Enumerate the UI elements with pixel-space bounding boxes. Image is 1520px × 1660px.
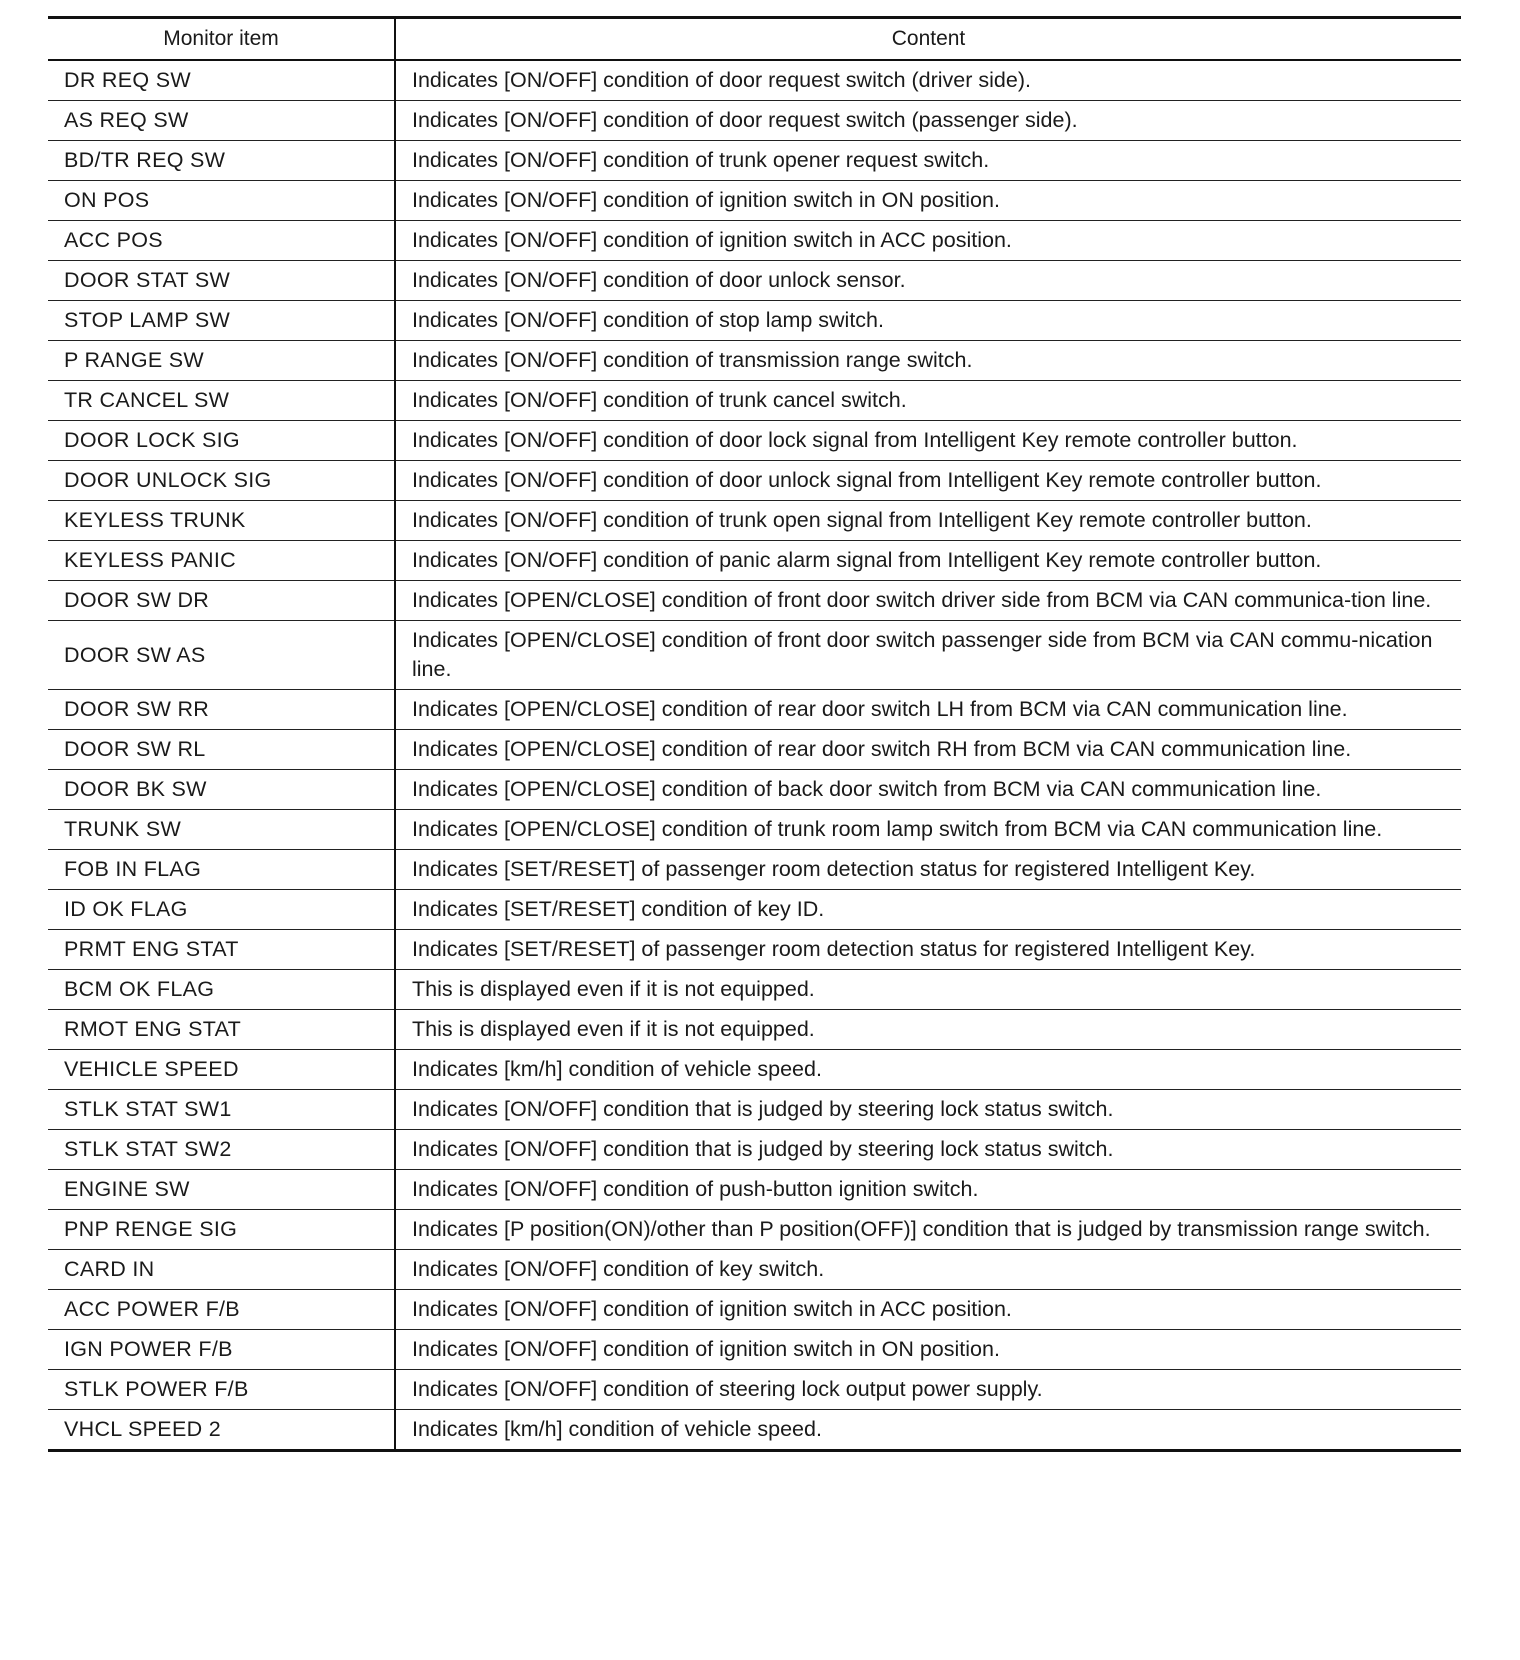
table-row: [48, 1250, 1461, 1290]
monitor-item-table: [48, 16, 1461, 1452]
content-cell: Indicates [ON/OFF] condition of ignition switch in ACC position.: [395, 221, 1461, 261]
monitor-item-cell: PNP RENGE SIG: [48, 1210, 395, 1250]
content-cell: Indicates [ON/OFF] condition of trunk open signal from Intelligent Key remote controller button.: [395, 501, 1461, 541]
table-row: [48, 1170, 1461, 1210]
table-row: [48, 101, 1461, 141]
table-row: [48, 60, 1461, 101]
content-cell: Indicates [ON/OFF] condition of door request switch (driver side).: [395, 60, 1461, 101]
content-cell: Indicates [P position(ON)/other than P position(OFF)] condition that is judged by transmission range switch.: [395, 1210, 1461, 1250]
table-row: [48, 141, 1461, 181]
monitor-item-cell: CARD IN: [48, 1250, 395, 1290]
monitor-item-cell: ON POS: [48, 181, 395, 221]
table-row: [48, 621, 1461, 690]
monitor-item-cell: STOP LAMP SW: [48, 301, 395, 341]
monitor-item-cell: FOB IN FLAG: [48, 850, 395, 890]
table-row: [48, 1050, 1461, 1090]
monitor-item-cell: STLK POWER F/B: [48, 1370, 395, 1410]
monitor-item-cell: DOOR BK SW: [48, 770, 395, 810]
content-cell: Indicates [km/h] condition of vehicle speed.: [412, 1417, 822, 1441]
table-row: [48, 541, 1461, 581]
monitor-item-cell: KEYLESS TRUNK: [48, 501, 395, 541]
monitor-item-cell: AS REQ SW: [48, 101, 395, 141]
content-cell: Indicates [OPEN/CLOSE] condition of trunk room lamp switch from BCM via CAN communication line.: [395, 810, 1461, 850]
content-cell: Indicates [ON/OFF] condition of transmission range switch.: [395, 341, 1461, 381]
monitor-item-cell: KEYLESS PANIC: [48, 541, 395, 581]
table-row: [48, 890, 1461, 930]
content-cell: Indicates [ON/OFF] condition of push-button ignition switch.: [395, 1170, 1461, 1210]
table-row: [48, 970, 1461, 1010]
monitor-item-cell: DR REQ SW: [48, 60, 395, 101]
content-cell: Indicates [ON/OFF] condition of door unlock signal from Intelligent Key remote controller button.: [395, 461, 1461, 501]
column-header-content: Content: [395, 18, 1461, 61]
content-cell: Indicates [ON/OFF] condition that is judged by steering lock status switch.: [395, 1090, 1461, 1130]
table-row: [48, 421, 1461, 461]
monitor-item-cell: ACC POS: [48, 221, 395, 261]
content-cell: Indicates [ON/OFF] condition of door request switch (passenger side).: [395, 101, 1461, 141]
monitor-item-cell: VEHICLE SPEED: [48, 1050, 395, 1090]
content-cell: Indicates [ON/OFF] condition of trunk cancel switch.: [395, 381, 1461, 421]
table-row: [48, 1290, 1461, 1330]
content-cell: Indicates [SET/RESET] of passenger room detection status for registered Intelligent Key.: [395, 930, 1461, 970]
monitor-item-cell: STLK STAT SW1: [48, 1090, 395, 1130]
content-cell: Indicates [ON/OFF] condition of trunk opener request switch.: [395, 141, 1461, 181]
monitor-item-cell: IGN POWER F/B: [48, 1330, 395, 1370]
monitor-item-cell: BCM OK FLAG: [48, 970, 395, 1010]
content-cell: Indicates [OPEN/CLOSE] condition of rear door switch RH from BCM via CAN communication line.: [395, 730, 1461, 770]
monitor-item-cell: DOOR SW RR: [48, 690, 395, 730]
content-cell: Indicates [ON/OFF] condition of panic alarm signal from Intelligent Key remote controller button.: [395, 541, 1461, 581]
monitor-item-cell: DOOR SW AS: [48, 621, 395, 690]
table-row: [48, 301, 1461, 341]
content-cell: Indicates [OPEN/CLOSE] condition of rear door switch LH from BCM via CAN communication line.: [395, 690, 1461, 730]
table-row: [48, 1010, 1461, 1050]
content-cell: Indicates [ON/OFF] condition of stop lamp switch.: [395, 301, 1461, 341]
monitor-item-cell: P RANGE SW: [48, 341, 395, 381]
table-row: [48, 1370, 1461, 1410]
content-cell: Indicates [ON/OFF] condition of door lock signal from Intelligent Key remote controller button.: [395, 421, 1461, 461]
monitor-item-cell: DOOR UNLOCK SIG: [48, 461, 395, 501]
monitor-item-cell: RMOT ENG STAT: [48, 1010, 395, 1050]
content-cell: Indicates [SET/RESET] of passenger room detection status for registered Intelligent Key.: [395, 850, 1461, 890]
monitor-item-cell: DOOR LOCK SIG: [48, 421, 395, 461]
content-cell: Indicates [km/h] condition of vehicle speed.: [395, 1050, 1461, 1090]
table-row: [48, 341, 1461, 381]
table-row: [48, 1130, 1461, 1170]
table-row: [48, 930, 1461, 970]
table-row: [48, 501, 1461, 541]
content-cell: This is displayed even if it is not equipped.: [395, 970, 1461, 1010]
monitor-item-cell: VHCL SPEED 2: [48, 1410, 395, 1451]
content-cell: Indicates [ON/OFF] condition of door unlock sensor.: [395, 261, 1461, 301]
table-row: [48, 810, 1461, 850]
table-row: [48, 1410, 1461, 1451]
monitor-item-cell: ENGINE SW: [48, 1170, 395, 1210]
content-cell: Indicates [SET/RESET] condition of key ID.: [395, 890, 1461, 930]
content-cell: Indicates [ON/OFF] condition of ignition switch in ON position.: [395, 1330, 1461, 1370]
monitor-item-cell: BD/TR REQ SW: [48, 141, 395, 181]
content-cell: Indicates [OPEN/CLOSE] condition of front door switch passenger side from BCM via CAN commu-nication line.: [395, 621, 1461, 690]
monitor-item-cell: TR CANCEL SW: [48, 381, 395, 421]
table-row: [48, 730, 1461, 770]
table-row: [48, 1330, 1461, 1370]
table-row: [48, 850, 1461, 890]
table-row: [48, 1210, 1461, 1250]
table-row: [48, 770, 1461, 810]
table-header-row: [48, 18, 1461, 61]
content-cell: Indicates [ON/OFF] condition of key switch.: [395, 1250, 1461, 1290]
content-cell: Indicates [OPEN/CLOSE] condition of front door switch driver side from BCM via CAN communica-tion line.: [395, 581, 1461, 621]
content-cell: This is displayed even if it is not equipped.: [395, 1010, 1461, 1050]
monitor-item-cell: ID OK FLAG: [48, 890, 395, 930]
monitor-item-cell: ACC POWER F/B: [48, 1290, 395, 1330]
content-cell: Indicates [ON/OFF] condition of steering lock output power supply.: [395, 1370, 1461, 1410]
table-row: [48, 381, 1461, 421]
table-row: [48, 261, 1461, 301]
content-cell: Indicates [ON/OFF] condition that is judged by steering lock status switch.: [395, 1130, 1461, 1170]
table-row: [48, 461, 1461, 501]
monitor-item-cell: PRMT ENG STAT: [48, 930, 395, 970]
column-header-monitor-item: Monitor item: [48, 18, 395, 61]
table-row: [48, 221, 1461, 261]
monitor-item-cell: DOOR SW DR: [48, 581, 395, 621]
monitor-item-cell: DOOR SW RL: [48, 730, 395, 770]
monitor-item-cell: DOOR STAT SW: [48, 261, 395, 301]
table-row: [48, 181, 1461, 221]
content-cell: Indicates [OPEN/CLOSE] condition of back door switch from BCM via CAN communication line.: [395, 770, 1461, 810]
table-row: [48, 690, 1461, 730]
content-cell: Indicates [ON/OFF] condition of ignition switch in ON position.: [395, 181, 1461, 221]
table-row: [48, 1090, 1461, 1130]
monitor-item-cell: STLK STAT SW2: [48, 1130, 395, 1170]
monitor-item-cell: TRUNK SW: [48, 810, 395, 850]
content-cell: Indicates [ON/OFF] condition of ignition switch in ACC position.: [395, 1290, 1461, 1330]
table-row: [48, 581, 1461, 621]
